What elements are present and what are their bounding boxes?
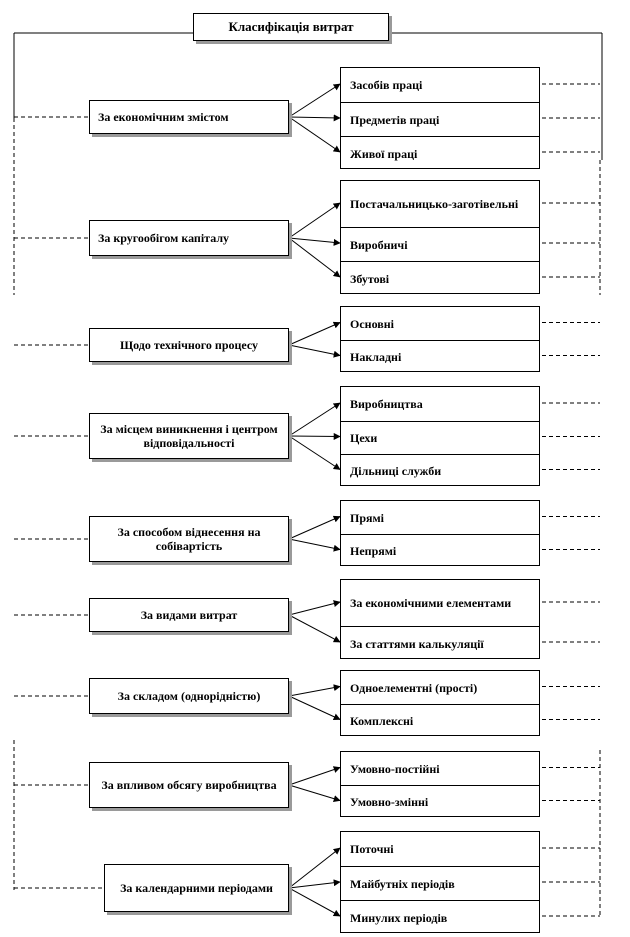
- item-1: Засобів праці: [350, 78, 423, 92]
- item-1: Постачальницько-заготівельні: [350, 197, 519, 211]
- arrow-connector: [289, 768, 340, 786]
- item-3: Збутові: [341, 261, 539, 295]
- item-1: Умовно-постійні: [350, 761, 440, 776]
- arrow-connector: [289, 517, 340, 540]
- item-2: Комплексні: [341, 704, 539, 737]
- item-2: Умовно-змінні: [341, 785, 539, 818]
- item-1: Основні: [350, 316, 395, 331]
- arrow-connector: [289, 238, 340, 243]
- arrow-connector: [289, 888, 340, 916]
- arrow-connector: [289, 238, 340, 277]
- arrow-connector: [289, 84, 340, 117]
- arrow-connector: [289, 436, 340, 470]
- item-group: [340, 386, 540, 486]
- category-box: За впливом обсягу виробництва: [89, 762, 289, 808]
- item-2: Накладні: [341, 340, 539, 373]
- arrow-connector: [289, 203, 340, 238]
- arrow-connector: [289, 882, 340, 888]
- item-group: [340, 500, 540, 566]
- category-box: Щодо технічного процесу: [89, 328, 289, 362]
- item-3: Дільниці служби: [341, 454, 539, 487]
- item-1: Одноелементні (прості): [350, 680, 478, 695]
- arrow-connector: [289, 848, 340, 888]
- item-1: За економічними елементами: [350, 596, 512, 610]
- category-box: За календарними періодами: [104, 864, 289, 912]
- item-group: [340, 670, 540, 736]
- arrow-connector: [289, 117, 340, 152]
- arrow-connector: [289, 696, 340, 720]
- category-box: За видами витрат: [89, 598, 289, 632]
- arrow-connector: [289, 615, 340, 642]
- item-2: Майбутніх періодів: [341, 866, 539, 900]
- item-2: За статтями калькуляції: [341, 626, 539, 660]
- item-3: Минулих періодів: [341, 900, 539, 934]
- item-1: Поточні: [350, 842, 394, 856]
- arrow-connector: [289, 436, 340, 437]
- item-3: Живої праці: [341, 136, 539, 170]
- category-box: За економічним змістом: [89, 100, 289, 134]
- arrow-connector: [289, 539, 340, 550]
- arrow-connector: [289, 403, 340, 436]
- arrow-connector: [289, 687, 340, 697]
- category-box: За способом віднесення на собівартість: [89, 516, 289, 562]
- arrow-connector: [289, 345, 340, 356]
- arrow-connector: [289, 117, 340, 118]
- arrow-connector: [289, 323, 340, 346]
- item-1: Виробництва: [350, 397, 423, 411]
- category-box: За складом (однорідністю): [89, 678, 289, 714]
- item-group: [340, 831, 540, 933]
- item-2: Непрямі: [341, 534, 539, 567]
- category-box: За кругообігом капіталу: [89, 220, 289, 256]
- item-group: [340, 67, 540, 169]
- item-group: [340, 751, 540, 817]
- item-2: Виробничі: [341, 227, 539, 261]
- item-group: [340, 180, 540, 294]
- arrow-connector: [289, 602, 340, 615]
- item-1: Прямі: [350, 510, 385, 525]
- item-2: Цехи: [341, 421, 539, 454]
- item-2: Предметів праці: [341, 102, 539, 136]
- arrow-connector: [289, 785, 340, 801]
- item-group: [340, 306, 540, 372]
- diagram-title: Класифікація витрат: [193, 13, 389, 41]
- item-group: [340, 579, 540, 659]
- category-box: За місцем виникнення і центром відповідальності: [89, 413, 289, 459]
